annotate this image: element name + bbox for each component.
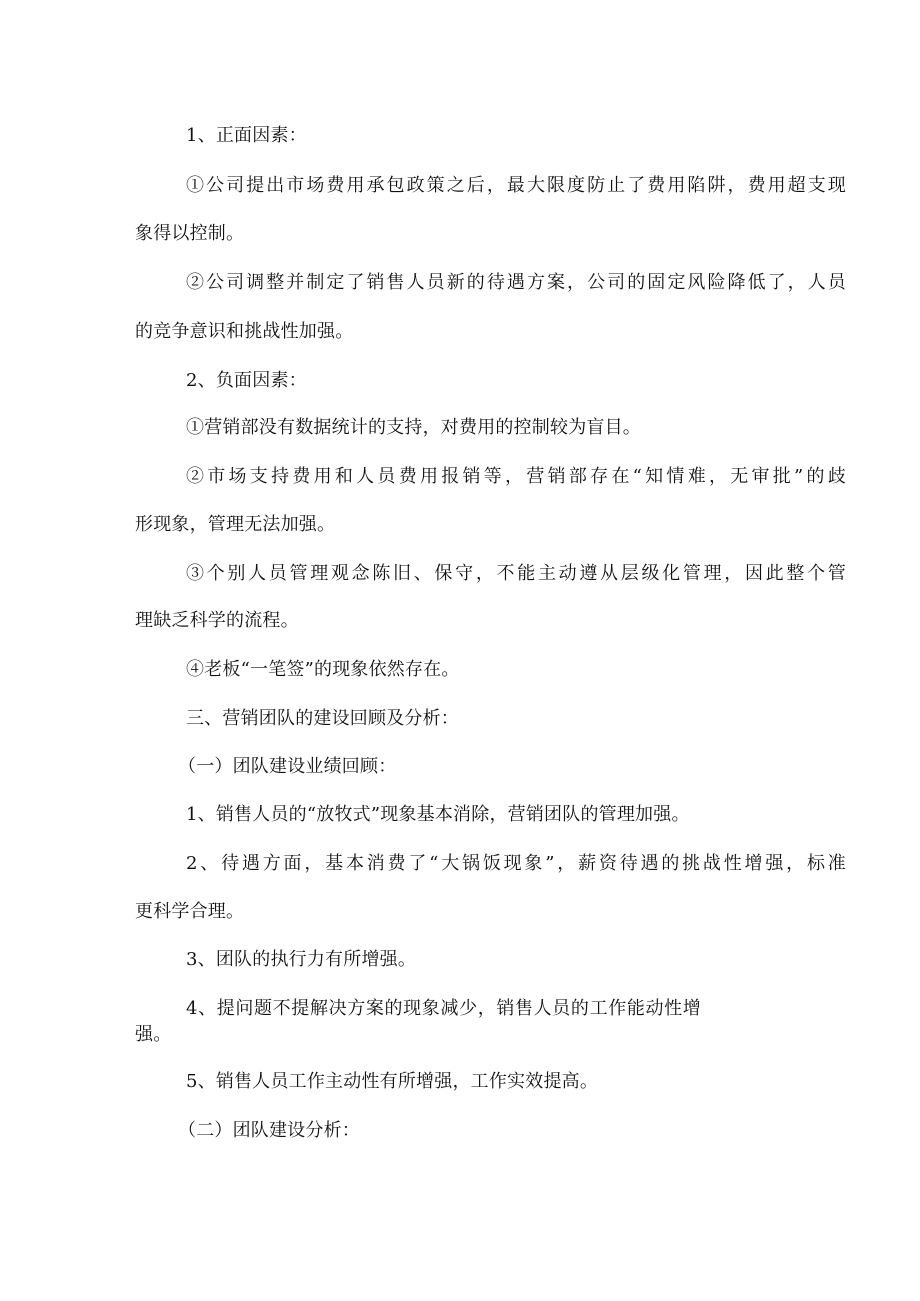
paragraph-line: ②市场支持费用和人员费用报销等，营销部存在“知情难，无审批”的歧 bbox=[186, 466, 846, 487]
paragraph-line: 2、待遇方面，基本消费了“大锅饭现象”，薪资待遇的挑战性增强，标准 bbox=[186, 853, 846, 874]
paragraph-line: 4、提问题不提解决方案的现象减少，销售人员的工作能动性增 bbox=[186, 998, 701, 1019]
heading-negative-factors: 2、负面因素： bbox=[186, 370, 307, 391]
paragraph-line: 象得以控制。 bbox=[135, 223, 245, 244]
paragraph-line: 理缺乏科学的流程。 bbox=[135, 610, 299, 631]
paragraph-line: 1、销售人员的“放牧式”现象基本消除，营销团队的管理加强。 bbox=[186, 804, 690, 825]
paragraph-line: ②公司调整并制定了销售人员新的待遇方案，公司的固定风险降低了，人员 bbox=[186, 272, 846, 293]
paragraph-line: 的竞争意识和挑战性加强。 bbox=[135, 321, 354, 342]
section-heading-team-building: 三、营销团队的建设回顾及分析： bbox=[186, 708, 459, 729]
heading-positive-factors: 1、正面因素： bbox=[186, 125, 307, 146]
subsection-heading-analysis: （二）团队建设分析： bbox=[178, 1120, 360, 1141]
paragraph-line: 更科学合理。 bbox=[135, 901, 245, 922]
paragraph-line: ①营销部没有数据统计的支持，对费用的控制较为盲目。 bbox=[186, 417, 641, 438]
paragraph-line: 3、团队的执行力有所增强。 bbox=[186, 949, 417, 970]
paragraph-line: 形现象，管理无法加强。 bbox=[135, 514, 336, 535]
subsection-heading-review: （一）团队建设业绩回顾： bbox=[178, 756, 397, 777]
paragraph-line: ④老板“一笔签”的现象依然存在。 bbox=[186, 659, 460, 680]
paragraph-line: 强。 bbox=[135, 1024, 172, 1045]
paragraph-line: 5、销售人员工作主动性有所增强，工作实效提高。 bbox=[186, 1071, 599, 1092]
paragraph-line: ③个别人员管理观念陈旧、保守，不能主动遵从层级化管理，因此整个管 bbox=[186, 563, 846, 584]
paragraph-line: ①公司提出市场费用承包政策之后，最大限度防止了费用陷阱，费用超支现 bbox=[186, 175, 846, 196]
